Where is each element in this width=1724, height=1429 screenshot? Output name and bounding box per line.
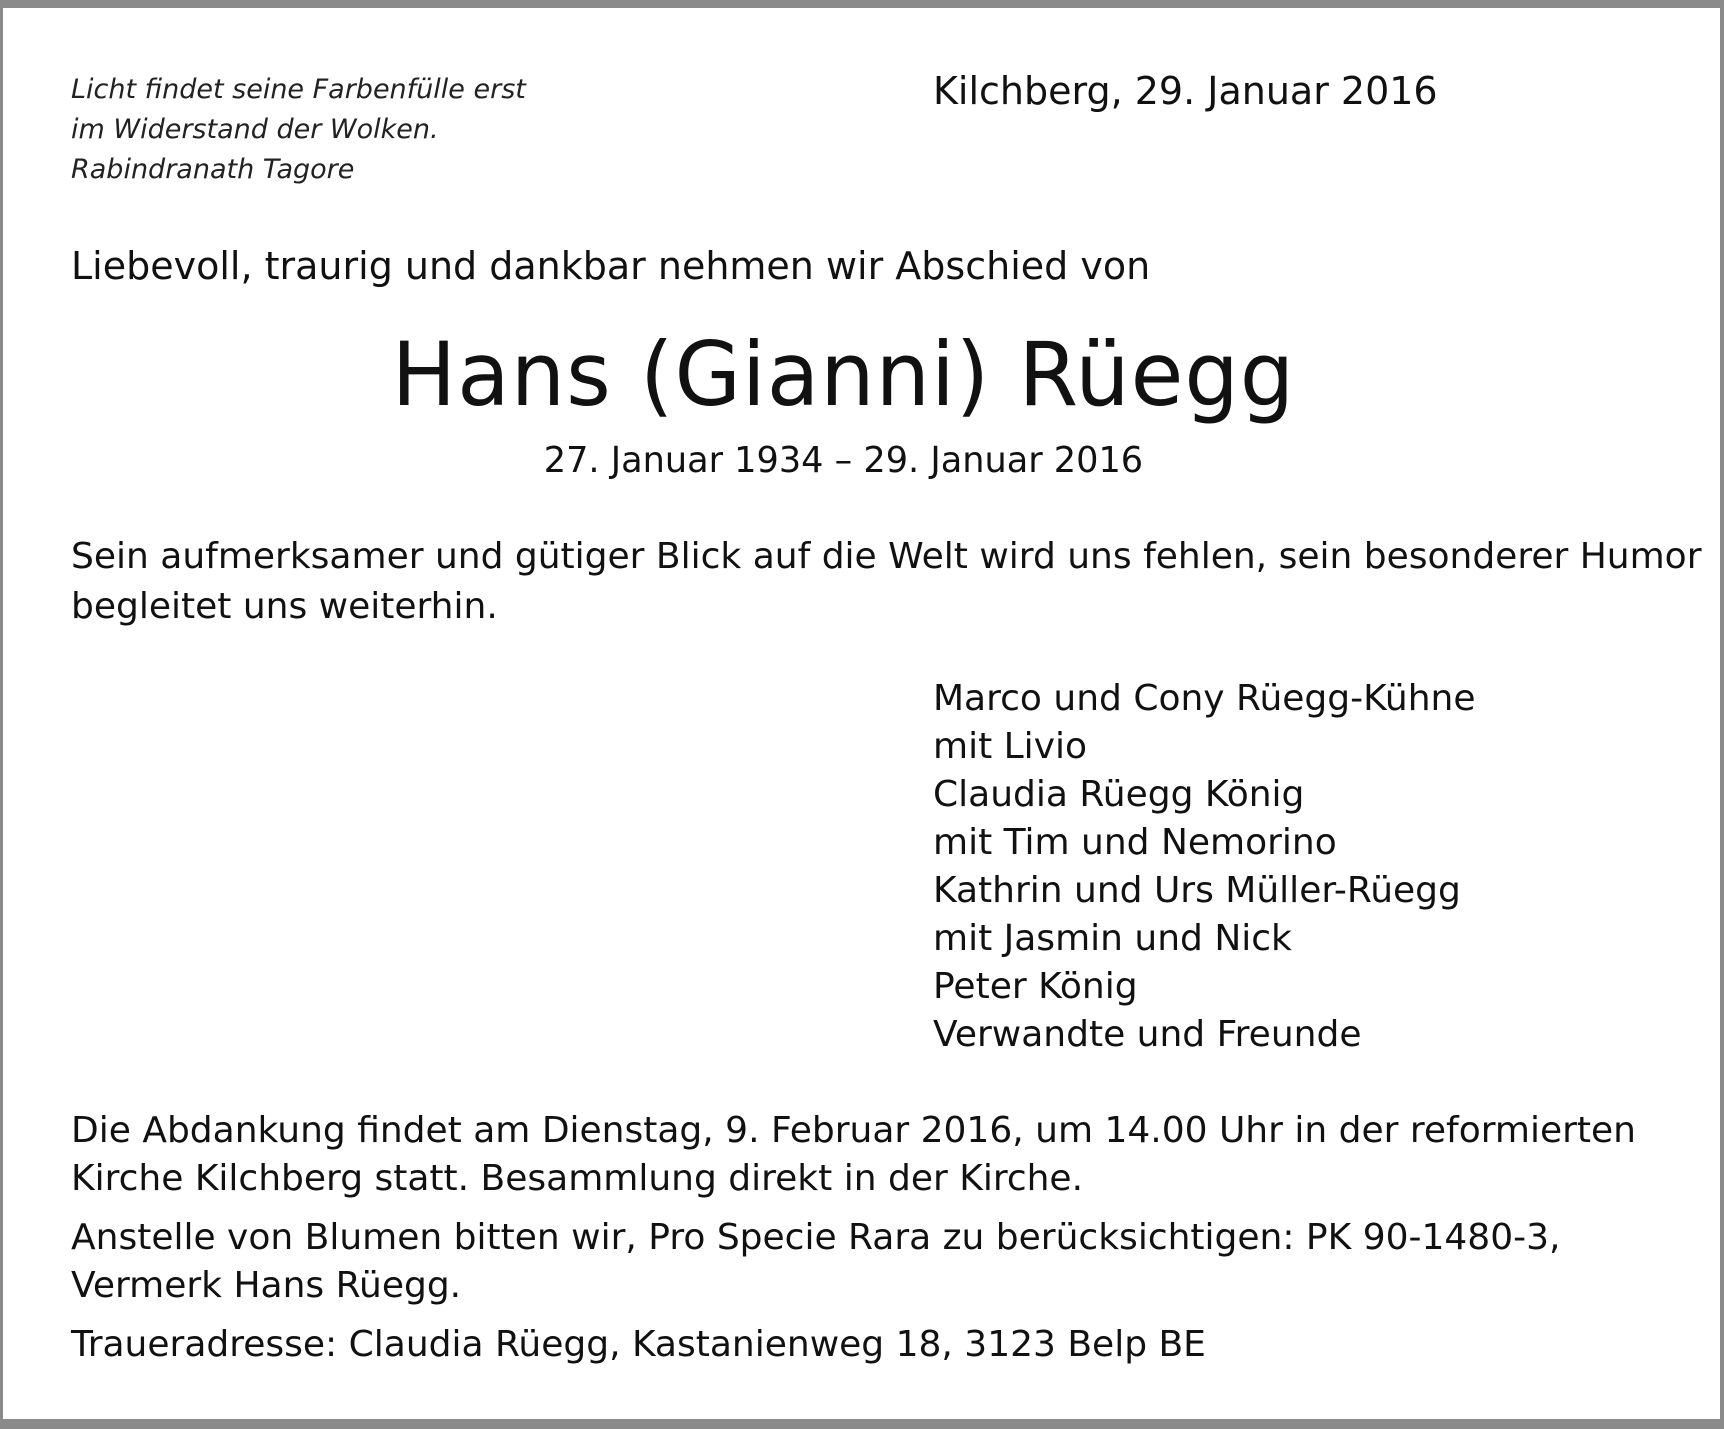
intro-text: Liebevoll, traurig und dankbar nehmen wir Abschied von <box>71 244 1151 288</box>
list-item: mit Jasmin und Nick <box>933 918 1292 959</box>
list-item: mit Tim und Nemorino <box>933 822 1337 863</box>
service-line: Kirche Kilchberg statt. Besammlung direkt in der Kirche. <box>71 1158 1084 1199</box>
life-dates: 27. Januar 1934 – 29. Januar 2016 <box>543 440 1144 481</box>
tribute-line: Sein aufmerksamer und gütiger Blick auf die Welt wird uns fehlen, sein besonderer Humor <box>71 536 1702 577</box>
tribute-text <box>71 532 1702 632</box>
donation-line: Anstelle von Blumen bitten wir, Pro Specie Rara zu berücksichtigen: PK 90-1480-3, <box>71 1217 1561 1258</box>
list-item: mit Livio <box>933 726 1088 767</box>
mourning-address: Traueradresse: Claudia Rüegg, Kastanienweg 18, 3123 Belp BE <box>71 1324 1206 1365</box>
donation-line: Vermerk Hans Rüegg. <box>71 1265 462 1306</box>
mourners-list <box>933 675 1476 1059</box>
place-date: Kilchberg, 29. Januar 2016 <box>933 69 1438 113</box>
quote-line: Licht findet seine Farbenfülle erst <box>71 74 526 105</box>
list-item: Verwandte und Freunde <box>933 1014 1362 1055</box>
quote-author: Rabindranath Tagore <box>71 154 355 185</box>
list-item: Marco und Cony Rüegg-Kühne <box>933 678 1476 719</box>
epigraph-quote <box>71 70 526 190</box>
service-info <box>71 1107 1636 1203</box>
donation-info <box>71 1214 1560 1310</box>
list-item: Peter König <box>933 966 1138 1007</box>
list-item: Claudia Rüegg König <box>933 774 1305 815</box>
list-item: Kathrin und Urs Müller-Rüegg <box>933 870 1461 911</box>
quote-line: im Widerstand der Wolken. <box>71 114 439 145</box>
service-line: Die Abdankung findet am Dienstag, 9. Februar 2016, um 14.00 Uhr in der reformierten <box>71 1110 1636 1151</box>
deceased-name: Hans (Gianni) Rüegg <box>391 323 1296 426</box>
tribute-line: begleitet uns weiterhin. <box>71 586 498 627</box>
